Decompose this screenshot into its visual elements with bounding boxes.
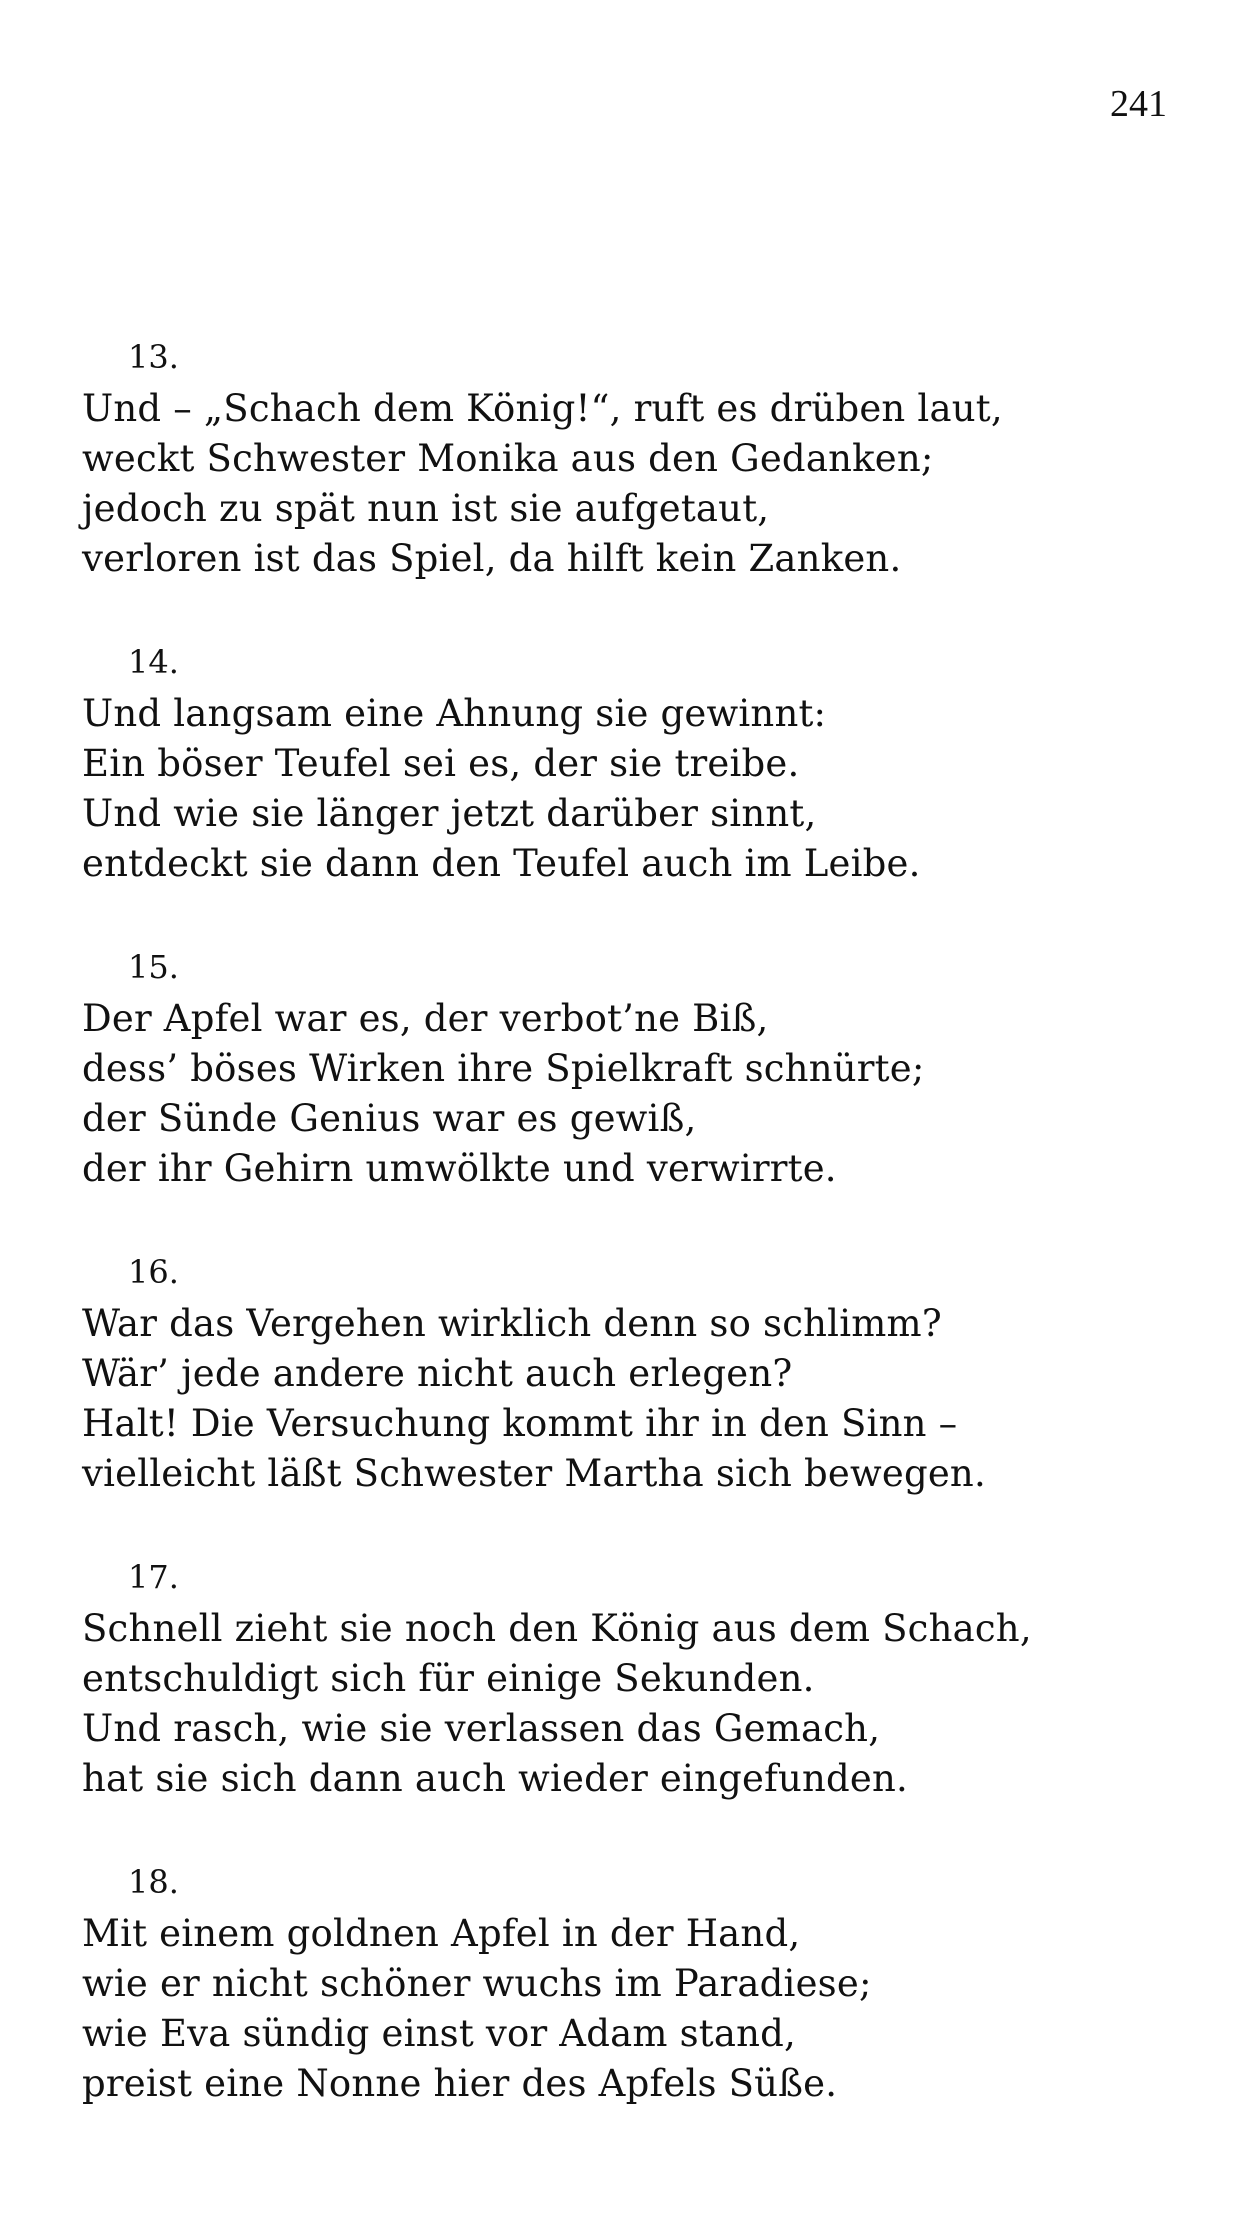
verse-line: Schnell zieht sie noch den König aus dem Schach, [82,1607,1032,1650]
verse-line: hat sie sich dann auch wieder eingefunden. [82,1757,908,1800]
verse-line: Ein böser Teufel sei es, der sie treibe. [82,742,800,785]
stanza-number: 14. [128,643,179,681]
verse-line: Und langsam eine Ahnung sie gewinnt: [82,692,827,735]
poem-body [82,330,1102,2160]
verse-line: dess’ böses Wirken ihre Spielkraft schnürte; [82,1047,925,1090]
verse-line: entschuldigt sich für einige Sekunden. [82,1657,815,1700]
stanza-16 [82,1245,1102,1550]
stanza-number: 18. [128,1863,179,1901]
stanza-13 [82,330,1102,635]
verse-line: der Sünde Genius war es gewiß, [82,1097,697,1140]
verse-line: preist eine Nonne hier des Apfels Süße. [82,2062,838,2105]
stanza-number: 15. [128,948,179,986]
verse-line: vielleicht läßt Schwester Martha sich bewegen. [82,1452,986,1495]
verse-line: Mit einem goldnen Apfel in der Hand, [82,1912,801,1955]
verse-line: verloren ist das Spiel, da hilft kein Zanken. [82,537,902,580]
stanza-number: 16. [128,1253,179,1291]
verse-line: Und rasch, wie sie verlassen das Gemach, [82,1707,881,1750]
verse-line: War das Vergehen wirklich denn so schlimm? [82,1302,942,1345]
verse-line: weckt Schwester Monika aus den Gedanken; [82,437,934,480]
verse-line: Und wie sie länger jetzt darüber sinnt, [82,792,817,835]
verse-line: wie er nicht schöner wuchs im Paradiese; [82,1962,872,2005]
verse-line: Und – „Schach dem König!“, ruft es drüben laut, [82,387,1003,430]
stanza-18 [82,1855,1102,2160]
stanza-number: 13. [128,338,179,376]
stanza-number: 17. [128,1558,179,1596]
stanza-14 [82,635,1102,940]
verse-line: Der Apfel war es, der verbot’ne Biß, [82,997,769,1040]
verse-line: der ihr Gehirn umwölkte und verwirrte. [82,1147,837,1190]
page-number: 241 [1110,83,1167,125]
verse-line: entdeckt sie dann den Teufel auch im Leibe. [82,842,921,885]
verse-line: jedoch zu spät nun ist sie aufgetaut, [82,487,770,530]
verse-line: wie Eva sündig einst vor Adam stand, [82,2012,797,2055]
stanza-17 [82,1550,1102,1855]
verse-line: Halt! Die Versuchung kommt ihr in den Sinn – [82,1402,958,1445]
stanza-15 [82,940,1102,1245]
verse-line: Wär’ jede andere nicht auch erlegen? [82,1352,793,1395]
